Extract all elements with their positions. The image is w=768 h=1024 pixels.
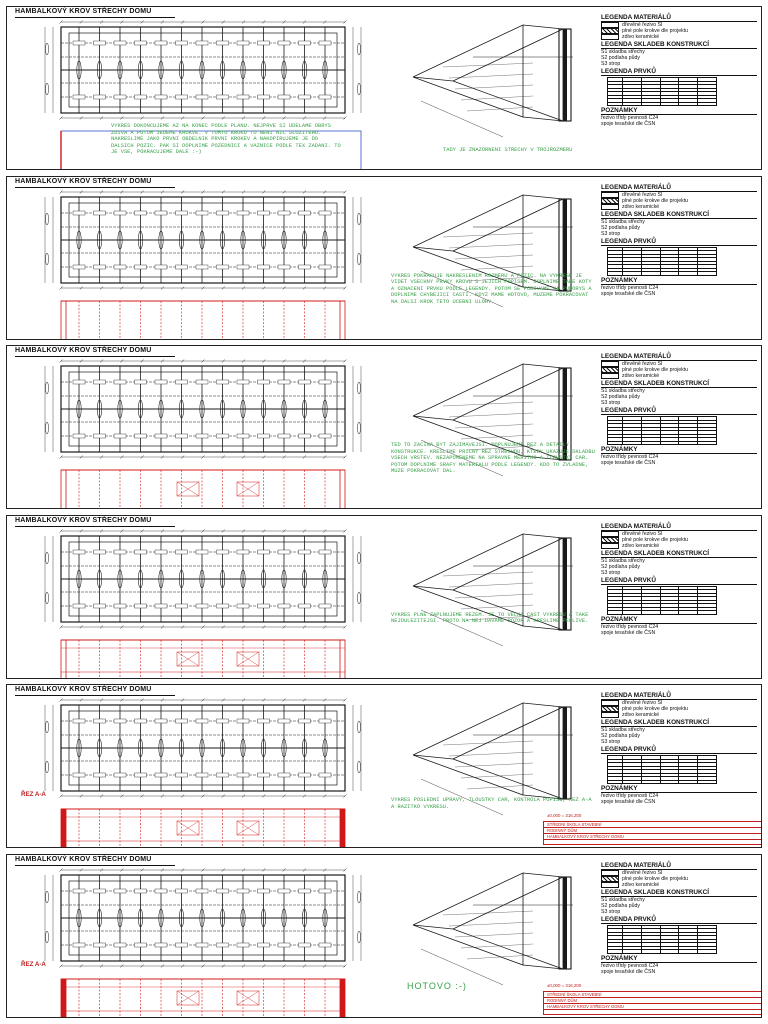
legend-block	[601, 691, 757, 841]
legend-layer-row: S3 strop	[601, 400, 621, 406]
legend-elements-heading: LEGENDA PRVKŮ	[601, 68, 757, 76]
drawing-panel-2	[6, 176, 762, 340]
legend-material-label: plné pole krokve dle projektu	[622, 706, 689, 712]
level-reference: ±0,000 = 316,200	[547, 813, 582, 818]
legend-note-row: spoje tesařské dle ČSN	[601, 799, 656, 805]
legend-block	[601, 522, 757, 672]
legend-material-label: dřevěné řezivo SI	[622, 530, 663, 537]
legend-materials-heading: LEGENDA MATERIÁLŮ	[601, 692, 757, 700]
legend-layer-row: S3 strop	[601, 230, 621, 237]
legend-layer-row: S3 strop	[601, 569, 621, 576]
legend-material-label: dřevěné řezivo SI	[622, 700, 663, 706]
legend-material-label: plné pole krokve dle projektu	[622, 28, 689, 34]
legend-notes-heading: POZNÁMKY	[601, 107, 757, 115]
legend-material-label: plné pole krokve dle projektu	[622, 367, 689, 373]
title-underline	[15, 865, 175, 866]
roof-floor-plan	[17, 358, 389, 508]
material-swatch	[601, 34, 619, 40]
legend-layer-row: S2 podlaha půdy	[601, 224, 640, 231]
drawing-panel-5	[6, 684, 762, 848]
legend-layer-row: S2 podlaha půdy	[601, 394, 640, 400]
legend-material-row	[601, 373, 757, 379]
instruction-note: VYKRES POKRACUJE NAKRESLENIM ROZMERU A POZIC. NA VYKRESE JE VIDET VSECHNY PRVKY KROVU S JEJICH POPISEM. DOPLNIME TAKE KOTY A OZNACENI PRVKU PODLE LEGENDY. POTOM SE PODIVAME NA PUDORYS A DOPLNIME CHYBEJICI CASTI. KDYZ MAME HOTOVO, MUZEME POKRACOVAT NA DALSI KROK TETO UCEBNI ULOHY.	[391, 272, 592, 305]
legend-materials-heading: LEGENDA MATERIÁLŮ	[601, 353, 757, 361]
legend-layer-row: S1 skladba střechy	[601, 218, 645, 225]
legend-notes-heading: POZNÁMKY	[601, 955, 757, 963]
legend-note-row: spoje tesařské dle ČSN	[601, 968, 656, 975]
legend-note-row: řezivo třídy pevnosti C24	[601, 793, 659, 799]
legend-materials-heading: LEGENDA MATERIÁLŮ	[601, 184, 757, 192]
instruction-note: VYKRES DOKONCUJEME AZ NA KONEC PODLE PLANU. NEJPRVE SI UDELAME OBRYS ZDIVA A POTOM JEDEME KROKVE. V TOMTO KROKU TO NENI NIC SLOZITEHO. NAKRESLIME JAKO PRVNI OBDELNIK PRVNI KROKEV A NAKOPIRUJEME JE DO DALSICH POZIC. PAK SI DOPLNIME POZEDNICI A VAZNICE PODLE TEX ZADANI. TO JE VSE, POKRACUJEME DALE :-)	[111, 123, 341, 156]
legend-layer-row: S2 podlaha půdy	[601, 902, 640, 909]
legend-block	[601, 183, 757, 333]
title-underline	[15, 187, 175, 188]
roof-isometric-view	[403, 17, 593, 141]
legend-note-row: spoje tesařské dle ČSN	[601, 121, 656, 127]
material-swatch	[601, 373, 619, 379]
legend-layer-row: S2 podlaha půdy	[601, 733, 640, 739]
legend-layers-heading: LEGENDA SKLADEB KONSTRUKCÍ	[601, 211, 757, 219]
legend-block	[601, 13, 757, 163]
legend-material-row	[601, 204, 757, 210]
stamp-row: RODINNÝ DŮM	[544, 998, 762, 1004]
elements-table	[607, 247, 717, 276]
legend-notes-heading: POZNÁMKY	[601, 616, 757, 624]
title-underline	[15, 356, 175, 357]
title-block-stamp	[543, 821, 762, 845]
legend-elements-heading: LEGENDA PRVKŮ	[601, 238, 757, 246]
legend-note-row: řezivo třídy pevnosti C24	[601, 623, 659, 630]
legend-material-label: dřevěné řezivo SI	[622, 869, 663, 876]
section-label: ŘEZ A-A	[21, 791, 46, 798]
isometric-note: TADY JE ZNAZORNENI STRECHY V TROJROZMERU	[443, 147, 573, 153]
legend-material-label: zdivo keramické	[622, 34, 660, 40]
legend-layer-row: S1 skladba střechy	[601, 727, 645, 733]
elements-table	[607, 416, 717, 445]
material-swatch	[601, 712, 619, 718]
legend-material-row	[601, 34, 757, 40]
legend-material-row	[601, 543, 757, 549]
panel-title: HAMBALKOVÝ KROV STŘECHY DOMU	[15, 347, 152, 354]
legend-note-row: spoje tesařské dle ČSN	[601, 629, 656, 636]
panel-title: HAMBALKOVÝ KROV STŘECHY DOMU	[15, 8, 152, 15]
title-underline	[15, 17, 175, 18]
legend-material-label: dřevěné řezivo SI	[622, 22, 663, 28]
legend-materials-heading: LEGENDA MATERIÁLŮ	[601, 523, 757, 531]
legend-materials-heading: LEGENDA MATERIÁLŮ	[601, 14, 757, 22]
drawing-panel-4	[6, 515, 762, 679]
title-block-stamp	[543, 991, 762, 1015]
legend-note-row: spoje tesařské dle ČSN	[601, 460, 656, 466]
legend-layer-row: S2 podlaha půdy	[601, 563, 640, 570]
drawing-panel-3	[6, 345, 762, 509]
roof-floor-plan	[17, 528, 389, 678]
legend-elements-heading: LEGENDA PRVKŮ	[601, 746, 757, 754]
legend-layer-row: S3 strop	[601, 908, 621, 915]
legend-note-row: řezivo třídy pevnosti C24	[601, 115, 659, 121]
stamp-row: RODINNÝ DŮM	[544, 828, 762, 834]
legend-material-label: zdivo keramické	[622, 203, 660, 210]
panel-title: HAMBALKOVÝ KROV STŘECHY DOMU	[15, 177, 152, 185]
legend-notes-heading: POZNÁMKY	[601, 785, 757, 793]
legend-layers-heading: LEGENDA SKLADEB KONSTRUKCÍ	[601, 719, 757, 727]
level-reference: ±0,000 = 316,200	[547, 982, 582, 988]
legend-material-label: zdivo keramické	[622, 881, 660, 888]
legend-elements-heading: LEGENDA PRVKŮ	[601, 916, 757, 924]
legend-notes-heading: POZNÁMKY	[601, 446, 757, 454]
material-swatch	[601, 543, 619, 549]
legend-layer-row: S1 skladba střechy	[601, 896, 645, 903]
legend-layer-row: S2 podlaha půdy	[601, 55, 640, 61]
section-label: ŘEZ A-A	[21, 960, 46, 968]
stamp-row: HAMBALKOVÝ KROV STŘECHY DOMU	[544, 1004, 762, 1010]
legend-layer-row: S3 strop	[601, 739, 621, 745]
roof-floor-plan	[17, 697, 389, 847]
instruction-note: VYKRES POSLEDNI UPRAVY, TLOUSTKY CAR, KONTROLA POPISU, REZ A-A A RAZITKO VYKRESU.	[391, 797, 592, 810]
stamp-row: STŘEDNÍ ŠKOLA STAVEBNÍ	[544, 822, 762, 828]
legend-layers-heading: LEGENDA SKLADEB KONSTRUKCÍ	[601, 380, 757, 388]
panel-title: HAMBALKOVÝ KROV STŘECHY DOMU	[15, 855, 152, 863]
legend-material-label: dřevěné řezivo SI	[622, 361, 663, 367]
title-underline	[15, 695, 175, 696]
instruction-note: HOTOVO :-)	[407, 980, 467, 991]
roof-floor-plan	[17, 867, 389, 1017]
legend-material-label: dřevěné řezivo SI	[622, 191, 663, 198]
instruction-note: VYKRES PLNE ZAPLNUJEME REZEM. JE TO VELKA CAST VYKRESU A TAKE NEJDULEZITEJSI. PROTO NA NEJ DAVAME POZOR A KRESLIME PECLIVE.	[391, 611, 589, 625]
legend-layer-row: S1 skladba střechy	[601, 388, 645, 394]
legend-layers-heading: LEGENDA SKLADEB KONSTRUKCÍ	[601, 889, 757, 897]
legend-layer-row: S1 skladba střechy	[601, 49, 645, 55]
legend-material-label: plné pole krokve dle projektu	[622, 197, 689, 204]
legend-elements-heading: LEGENDA PRVKŮ	[601, 407, 757, 415]
stamp-row: HAMBALKOVÝ KROV STŘECHY DOMU	[544, 834, 762, 840]
material-swatch	[601, 882, 619, 888]
roof-isometric-view	[403, 865, 593, 989]
stamp-row: STŘEDNÍ ŠKOLA STAVEBNÍ	[544, 992, 762, 998]
legend-layers-heading: LEGENDA SKLADEB KONSTRUKCÍ	[601, 41, 757, 49]
roof-isometric-view	[403, 526, 593, 650]
legend-material-row	[601, 712, 757, 718]
elements-table	[607, 586, 717, 615]
legend-note-row: spoje tesařské dle ČSN	[601, 290, 656, 297]
elements-table	[607, 77, 717, 106]
legend-layer-row: S1 skladba střechy	[601, 557, 645, 564]
elements-table	[607, 925, 717, 954]
legend-elements-heading: LEGENDA PRVKŮ	[601, 577, 757, 585]
elements-table	[607, 755, 717, 784]
panel-title: HAMBALKOVÝ KROV STŘECHY DOMU	[15, 516, 152, 524]
legend-material-label: zdivo keramické	[622, 542, 660, 549]
legend-note-row: řezivo třídy pevnosti C24	[601, 284, 659, 291]
material-swatch	[601, 204, 619, 210]
roof-floor-plan	[17, 189, 389, 339]
legend-materials-heading: LEGENDA MATERIÁLŮ	[601, 862, 757, 870]
legend-material-label: zdivo keramické	[622, 712, 660, 718]
drawing-panel-1	[6, 6, 762, 170]
legend-note-row: řezivo třídy pevnosti C24	[601, 454, 659, 460]
legend-layers-heading: LEGENDA SKLADEB KONSTRUKCÍ	[601, 550, 757, 558]
title-underline	[15, 526, 175, 527]
drawing-panel-6	[6, 854, 762, 1018]
legend-material-label: plné pole krokve dle projektu	[622, 875, 689, 882]
legend-block	[601, 861, 757, 1011]
legend-material-row	[601, 882, 757, 888]
legend-block	[601, 352, 757, 502]
legend-material-label: plné pole krokve dle projektu	[622, 536, 689, 543]
instruction-note: TED TO ZACINA BYT ZAJIMAVEJSI. DOPLNUJEME REZ A DETAILY KONSTRUKCE. KRESLIME PRICNY REZ STRECHOU, KTERY UKAZUJE SKLADBU VSECH VRSTEV. NEZAPOMENEME NA SPRAVNE MERITKO A TLOUSTKY CAR. POTOM DOPLNIME SRAFY MATERIALU PODLE LEGENDY. KDO TO ZVLADNE, MUZE POKRACOVAT DAL.	[391, 442, 595, 475]
legend-note-row: řezivo třídy pevnosti C24	[601, 962, 659, 969]
legend-layer-row: S3 strop	[601, 61, 621, 67]
legend-notes-heading: POZNÁMKY	[601, 277, 757, 285]
legend-material-label: zdivo keramické	[622, 373, 660, 379]
panel-title: HAMBALKOVÝ KROV STŘECHY DOMU	[15, 686, 152, 693]
